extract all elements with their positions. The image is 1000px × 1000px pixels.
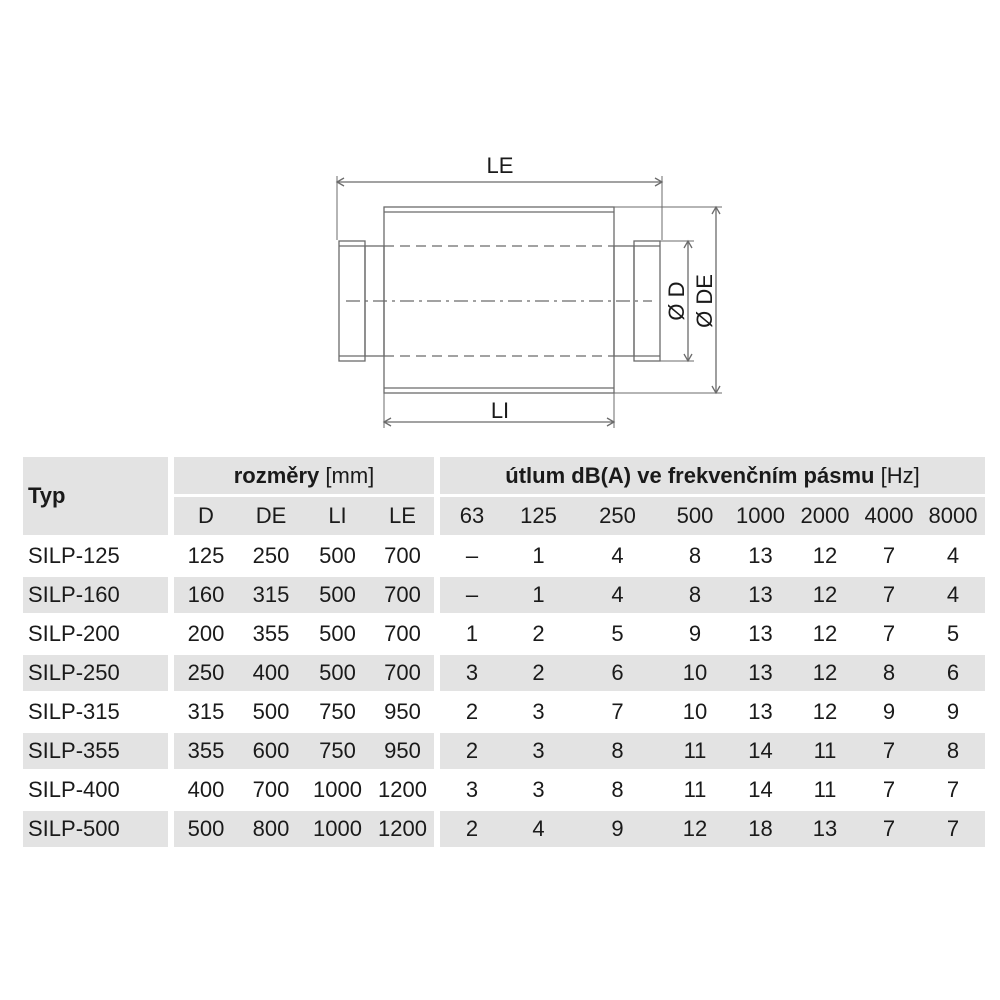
dimension-cell: 500 xyxy=(174,811,238,850)
dim-column-header: LE xyxy=(371,497,434,538)
table-row xyxy=(23,772,985,811)
attenuation-cell: 14 xyxy=(728,733,793,772)
attenuation-cell: 2 xyxy=(504,616,573,655)
type-cell: SILP-355 xyxy=(23,733,168,772)
attenuation-cell: 8 xyxy=(573,772,662,811)
attenuation-cell: 11 xyxy=(793,772,857,811)
attenuation-cell: – xyxy=(440,538,504,577)
dimension-cell: 500 xyxy=(238,694,304,733)
dimension-cell: 250 xyxy=(174,655,238,694)
silencer-body xyxy=(384,207,614,393)
type-cell: SILP-250 xyxy=(23,655,168,694)
dimension-cell: 500 xyxy=(304,655,371,694)
frequency-column-header: 1000 xyxy=(728,497,793,538)
dimension-cell: 700 xyxy=(371,655,434,694)
attenuation-cell: 13 xyxy=(728,655,793,694)
dimension-cell: 750 xyxy=(304,733,371,772)
attenuation-cell: 5 xyxy=(573,616,662,655)
dimension-cell: 700 xyxy=(371,577,434,616)
attenuation-cell: 7 xyxy=(857,577,921,616)
attenuation-cell: 2 xyxy=(440,811,504,850)
attenuation-cell: 2 xyxy=(504,655,573,694)
attenuation-cell: 1 xyxy=(440,616,504,655)
dimension-cell: 250 xyxy=(238,538,304,577)
attenuation-cell: 9 xyxy=(573,811,662,850)
attenuation-cell: 12 xyxy=(793,577,857,616)
table-row xyxy=(23,577,985,616)
attenuation-cell: 5 xyxy=(921,616,985,655)
attenuation-cell: 6 xyxy=(573,655,662,694)
dimension-cell: 315 xyxy=(174,694,238,733)
attenuation-cell: 9 xyxy=(921,694,985,733)
attenuation-cell: 7 xyxy=(921,772,985,811)
attenuation-cell: 13 xyxy=(728,577,793,616)
attenuation-cell: 13 xyxy=(728,616,793,655)
dimension-cell: 1200 xyxy=(371,811,434,850)
dimension-cell: 355 xyxy=(174,733,238,772)
attenuation-group-header: útlum dB(A) ve frekvenčním pásmu [Hz] xyxy=(440,457,985,497)
dimension-cell: 600 xyxy=(238,733,304,772)
attenuation-cell: 8 xyxy=(921,733,985,772)
attenuation-cell: 8 xyxy=(857,655,921,694)
attenuation-cell: 18 xyxy=(728,811,793,850)
frequency-column-header: 500 xyxy=(662,497,728,538)
type-cell: SILP-160 xyxy=(23,577,168,616)
attenuation-cell: 10 xyxy=(662,655,728,694)
dim-column-header: DE xyxy=(238,497,304,538)
attenuation-cell: 3 xyxy=(504,733,573,772)
dims-group-header: rozměry [mm] xyxy=(174,457,434,497)
attenuation-cell: 2 xyxy=(440,733,504,772)
frequency-column-header: 4000 xyxy=(857,497,921,538)
attenuation-cell: 7 xyxy=(857,616,921,655)
attenuation-cell: 8 xyxy=(662,538,728,577)
table-row xyxy=(23,616,985,655)
attenuation-cell: 4 xyxy=(921,538,985,577)
type-cell: SILP-125 xyxy=(23,538,168,577)
frequency-column-header: 2000 xyxy=(793,497,857,538)
attenuation-cell: 3 xyxy=(440,772,504,811)
attenuation-cell: 7 xyxy=(857,733,921,772)
d-label: Ø D xyxy=(664,281,689,321)
attenuation-cell: 13 xyxy=(728,538,793,577)
frequency-column-header: 250 xyxy=(573,497,662,538)
silencer-drawing xyxy=(0,0,1000,450)
dim-column-header: D xyxy=(174,497,238,538)
li-label: LI xyxy=(490,398,510,423)
attenuation-cell: 7 xyxy=(857,538,921,577)
le-label: LE xyxy=(486,153,514,178)
attenuation-cell: 10 xyxy=(662,694,728,733)
attenuation-cell: 2 xyxy=(440,694,504,733)
table-row xyxy=(23,538,985,577)
frequency-column-header: 8000 xyxy=(921,497,985,538)
attenuation-cell: – xyxy=(440,577,504,616)
attenuation-cell: 6 xyxy=(921,655,985,694)
attenuation-cell: 11 xyxy=(662,772,728,811)
attenuation-cell: 12 xyxy=(793,538,857,577)
dim-column-header: LI xyxy=(304,497,371,538)
attenuation-cell: 4 xyxy=(504,811,573,850)
dimension-cell: 1000 xyxy=(304,772,371,811)
attenuation-cell: 3 xyxy=(504,772,573,811)
type-cell: SILP-400 xyxy=(23,772,168,811)
attenuation-cell: 7 xyxy=(921,811,985,850)
type-cell: SILP-315 xyxy=(23,694,168,733)
dimension-cell: 500 xyxy=(304,538,371,577)
attenuation-cell: 1 xyxy=(504,538,573,577)
attenuation-cell: 12 xyxy=(793,616,857,655)
typ-header: Typ xyxy=(23,457,168,538)
attenuation-cell: 9 xyxy=(857,694,921,733)
attenuation-cell: 1 xyxy=(504,577,573,616)
dimension-cell: 800 xyxy=(238,811,304,850)
table-row xyxy=(23,811,985,850)
attenuation-cell: 11 xyxy=(662,733,728,772)
attenuation-cell: 8 xyxy=(573,733,662,772)
attenuation-cell: 7 xyxy=(857,811,921,850)
attenuation-cell: 12 xyxy=(662,811,728,850)
dimension-cell: 950 xyxy=(371,694,434,733)
dimension-cell: 315 xyxy=(238,577,304,616)
attenuation-cell: 9 xyxy=(662,616,728,655)
dimension-cell: 750 xyxy=(304,694,371,733)
attenuation-cell: 14 xyxy=(728,772,793,811)
attenuation-cell: 4 xyxy=(573,577,662,616)
attenuation-cell: 12 xyxy=(793,655,857,694)
dimension-cell: 500 xyxy=(304,577,371,616)
dimension-cell: 1200 xyxy=(371,772,434,811)
dimension-cell: 200 xyxy=(174,616,238,655)
table-row xyxy=(23,694,985,733)
attenuation-cell: 13 xyxy=(793,811,857,850)
attenuation-cell: 3 xyxy=(504,694,573,733)
dimension-cell: 500 xyxy=(304,616,371,655)
dimension-cell: 950 xyxy=(371,733,434,772)
dimension-cell: 160 xyxy=(174,577,238,616)
table-row xyxy=(23,733,985,772)
dimension-cell: 125 xyxy=(174,538,238,577)
frequency-column-header: 125 xyxy=(504,497,573,538)
dimension-cell: 400 xyxy=(174,772,238,811)
attenuation-cell: 3 xyxy=(440,655,504,694)
table-row xyxy=(23,655,985,694)
attenuation-cell: 12 xyxy=(793,694,857,733)
type-cell: SILP-500 xyxy=(23,811,168,850)
attenuation-cell: 4 xyxy=(573,538,662,577)
dimension-cell: 1000 xyxy=(304,811,371,850)
silencer-spec-table xyxy=(23,457,985,850)
dimension-cell: 700 xyxy=(238,772,304,811)
dimension-cell: 700 xyxy=(371,538,434,577)
attenuation-cell: 8 xyxy=(662,577,728,616)
attenuation-cell: 11 xyxy=(793,733,857,772)
dimension-cell: 400 xyxy=(238,655,304,694)
frequency-column-header: 63 xyxy=(440,497,504,538)
dimension-cell: 355 xyxy=(238,616,304,655)
attenuation-cell: 7 xyxy=(857,772,921,811)
attenuation-cell: 13 xyxy=(728,694,793,733)
type-cell: SILP-200 xyxy=(23,616,168,655)
attenuation-cell: 7 xyxy=(573,694,662,733)
attenuation-cell: 4 xyxy=(921,577,985,616)
dimension-cell: 700 xyxy=(371,616,434,655)
de-label: Ø DE xyxy=(692,274,717,328)
